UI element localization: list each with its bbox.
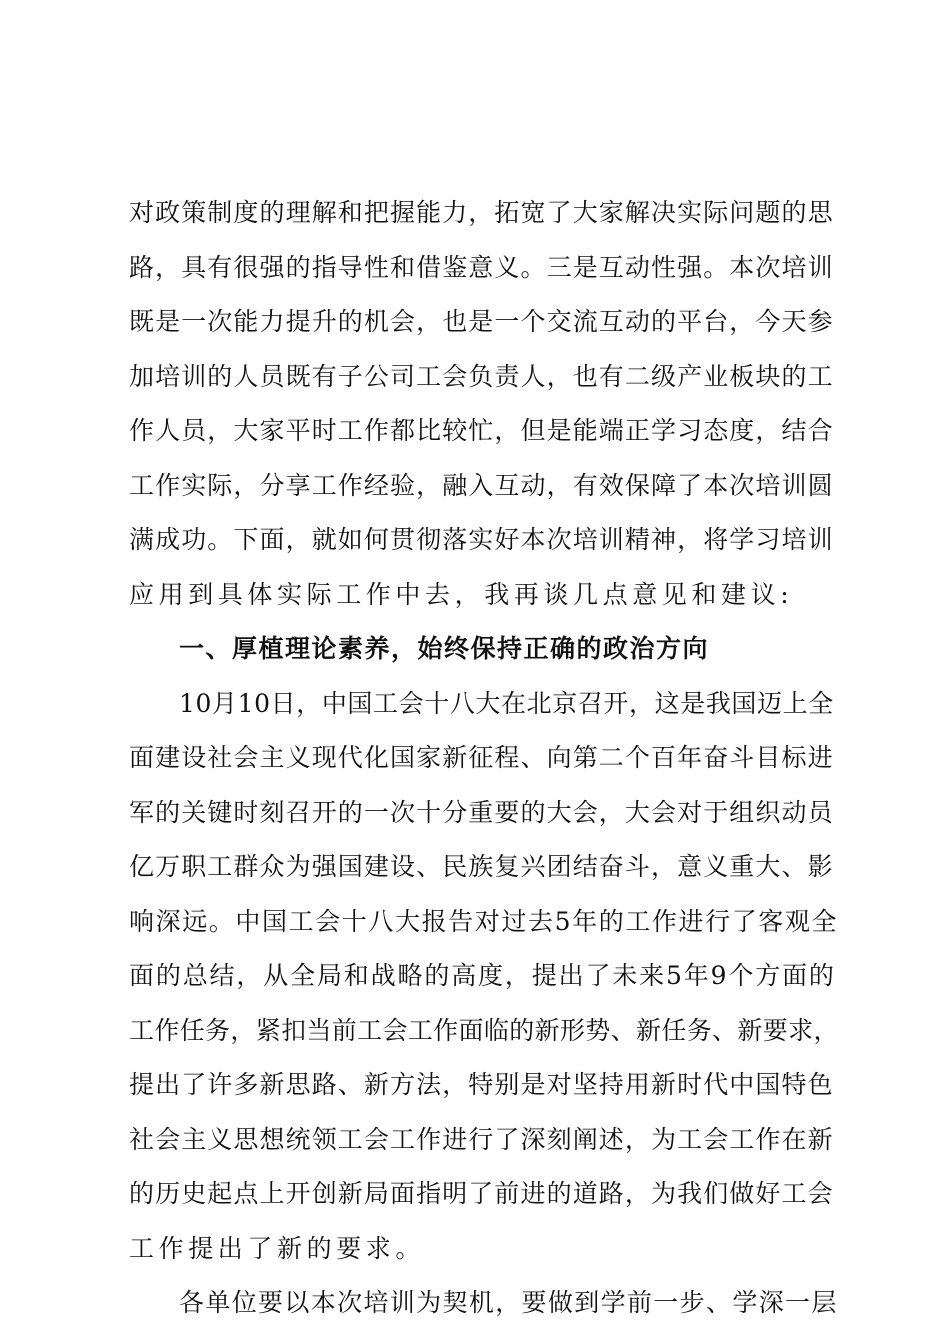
paragraph-1-line: 作人员，大家平时工作都比较忙，但是能端正学习态度，结合 bbox=[129, 416, 834, 445]
paragraph-1-line: 既是一次能力提升的机会，也是一个交流互动的平台，今天参 bbox=[129, 307, 834, 336]
paragraph-1-line: 工作实际，分享工作经验，融入互动，有效保障了本次培训圆 bbox=[129, 470, 834, 500]
paragraph-1-line: 满成功。下面，就如何贯彻落实好本次培训精神，将学习培训 bbox=[129, 525, 834, 554]
paragraph-2-line: 工作任务，紧扣当前工会工作面临的新形势、新任务、新要求， bbox=[129, 1015, 839, 1045]
paragraph-2-line: 10月10日，中国工会十八大在北京召开，这是我国迈上全 bbox=[179, 688, 834, 718]
paragraph-2-line: 亿万职工群众为强国建设、民族复兴团结奋斗，意义重大、影 bbox=[129, 852, 834, 881]
paragraph-2-line: 面建设社会主义现代化国家新征程、向第二个百年奋斗目标进 bbox=[129, 743, 834, 772]
paragraph-2-line: 面的总结，从全局和战略的高度，提出了未来5年9个方面的 bbox=[129, 961, 836, 990]
paragraph-2-line: 响深远。中国工会十八大报告对过去5年的工作进行了客观全 bbox=[129, 906, 839, 936]
document-body bbox=[129, 186, 839, 1331]
paragraph-1-line: 应用到具体实际工作中去，我再谈几点意见和建议: bbox=[129, 579, 794, 609]
paragraph-2-line: 提出了许多新思路、新方法，特别是对坚持用新时代中国特色 bbox=[129, 1070, 834, 1099]
paragraph-1-line: 对政策制度的理解和把握能力，拓宽了大家解决实际问题的思 bbox=[129, 198, 834, 227]
paragraph-2-line: 的历史起点上开创新局面指明了前进的道路，为我们做好工会 bbox=[129, 1179, 834, 1208]
paragraph-3-line: 各单位要以本次培训为契机，要做到学前一步、学深一层 bbox=[179, 1288, 838, 1317]
paragraph-2-line: 工作提出了新的要求。 bbox=[129, 1233, 426, 1263]
paragraph-2-line: 社会主义思想统领工会工作进行了深刻阐述，为工会工作在新 bbox=[129, 1124, 834, 1154]
paragraph-1-line: 路，具有很强的指导性和借鉴意义。三是互动性强。本次培训 bbox=[129, 252, 834, 282]
section-heading: 一、厚植理论素养，始终保持正确的政治方向 bbox=[179, 634, 710, 663]
paragraph-2-line: 军的关键时刻召开的一次十分重要的大会，大会对于组织动员 bbox=[129, 797, 834, 827]
paragraph-1-line: 加培训的人员既有子公司工会负责人，也有二级产业板块的工 bbox=[129, 361, 834, 391]
